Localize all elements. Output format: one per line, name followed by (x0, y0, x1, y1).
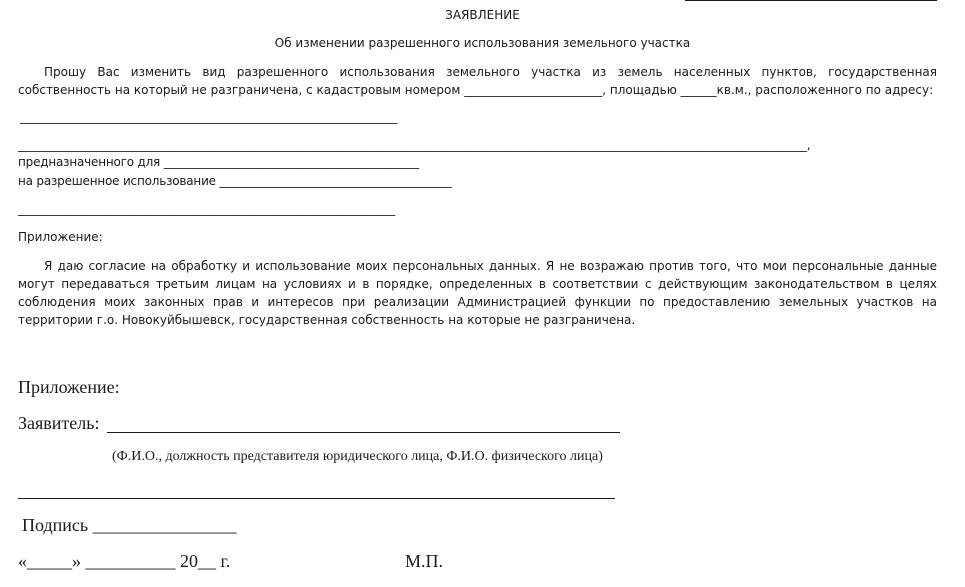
address-line-1: _________________________________________________________________ (20, 110, 398, 124)
representative-line (18, 498, 615, 499)
applicant-label: Заявитель: (18, 413, 100, 433)
applicant-name-line (107, 432, 620, 433)
consent-paragraph: Я даю согласие на обработку и использование моих персональных данных. Я не возражаю против того, что мои персональные данные могут передаваться третьим лицам на условиях и в порядке, определенных в соответствии с действующим законодательством в целях соблюдения моих законных прав и интересов при реализации Администрацией функции по предоставлению земельных участков на территории г.о. Новокуйбышевск, государственная собственность на которые не разграничена. (18, 259, 937, 327)
address-line-2: ________________________________________________________________________________________________________________________________________, (18, 138, 811, 152)
top-underline (685, 0, 937, 1)
permitted-use-field: на разрешенное использование ________________________________________ (18, 174, 452, 188)
document-title: ЗАЯВЛЕНИЕ (445, 8, 520, 22)
stamp-label: М.П. (405, 551, 444, 571)
signature-blank: ________________ (92, 515, 237, 535)
address-line-3: _________________________________________________________________ (18, 202, 396, 216)
attachment-label-small: Приложение: (18, 230, 103, 244)
request-paragraph: Прошу Вас изменить вид разрешенного использования земельного участка из земель населенных пунктов, государственная собственность на который не разграничена, с кадастровым номером _______________________, площадью ______кв.м., расположенного по адресу: (18, 65, 937, 97)
document-subject: Об изменении разрешенного использования земельного участка (274, 36, 691, 50)
signature-label: Подпись ________________ (22, 515, 237, 535)
intended-for-field: предназначенного для ____________________________________________ (18, 155, 419, 169)
date-field: «_____» __________ 20__ г. (18, 551, 231, 571)
attachment-label: Приложение: (18, 377, 120, 397)
applicant-hint: (Ф.И.О., должность представителя юридического лица, Ф.И.О. физического лица) (112, 449, 603, 464)
